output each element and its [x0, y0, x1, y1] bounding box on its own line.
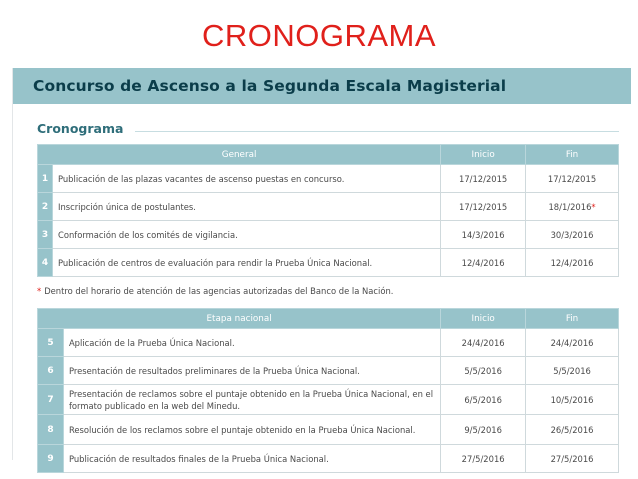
section-heading — [37, 121, 619, 136]
row-start-date: 24/4/2016 — [441, 329, 526, 357]
table-row — [38, 329, 619, 357]
end-date-value: 18/1/2016 — [548, 201, 592, 212]
table-row — [38, 249, 619, 277]
row-end-date: 26/5/2016 — [526, 415, 619, 445]
section-rule — [135, 131, 619, 132]
national-stage-table — [37, 308, 619, 473]
row-start-date: 9/5/2016 — [441, 415, 526, 445]
row-end-date: 17/12/2015 — [526, 165, 619, 193]
table-row — [38, 415, 619, 445]
banner-title: Concurso de Ascenso a la Segunda Escala Magisterial — [13, 68, 631, 104]
table-header-row — [38, 309, 619, 329]
table-row — [38, 221, 619, 249]
row-number: 2 — [38, 193, 53, 221]
table-row — [38, 445, 619, 473]
row-description: Presentación de resultados preliminares de la Prueba Única Nacional. — [63, 357, 440, 385]
row-number: 7 — [38, 385, 64, 415]
slide-title: CRONOGRAMA — [201, 18, 437, 53]
table-row — [38, 385, 619, 415]
section-title: Cronograma — [37, 121, 124, 136]
table-row — [38, 193, 619, 221]
schedule-panel — [12, 68, 630, 464]
row-number: 1 — [38, 165, 53, 193]
row-start-date: 12/4/2016 — [441, 249, 526, 277]
row-end-date: 10/5/2016 — [526, 385, 619, 415]
footnote-text: Dentro del horario de atención de las agencias autorizadas del Banco de la Nación. — [44, 286, 394, 296]
row-description: Inscripción única de postulantes. — [52, 193, 440, 221]
row-start-date: 14/3/2016 — [441, 221, 526, 249]
header-inicio: Inicio — [441, 145, 526, 165]
row-description: Resolución de los reclamos sobre el puntaje obtenido en la Prueba Única Nacional. — [63, 415, 440, 445]
row-start-date: 27/5/2016 — [441, 445, 526, 473]
row-end-date: 5/5/2016 — [526, 357, 619, 385]
row-end-date: 30/3/2016 — [526, 221, 619, 249]
row-description: Publicación de centros de evaluación para rendir la Prueba Única Nacional. — [52, 249, 440, 277]
row-number: 5 — [38, 329, 64, 357]
table-row — [38, 165, 619, 193]
row-end-date: 24/4/2016 — [526, 329, 619, 357]
row-description: Aplicación de la Prueba Única Nacional. — [63, 329, 440, 357]
footnote-asterisk: * — [37, 286, 42, 296]
row-start-date: 5/5/2016 — [441, 357, 526, 385]
row-number: 3 — [38, 221, 53, 249]
row-end-date — [526, 193, 619, 221]
row-number: 9 — [38, 445, 64, 473]
row-number: 8 — [38, 415, 64, 445]
header-etapa: Etapa nacional — [38, 309, 441, 329]
row-start-date: 6/5/2016 — [441, 385, 526, 415]
table-row — [38, 357, 619, 385]
row-end-date: 12/4/2016 — [526, 249, 619, 277]
table-header-row — [38, 145, 619, 165]
header-inicio: Inicio — [441, 309, 526, 329]
row-number: 4 — [38, 249, 53, 277]
row-start-date: 17/12/2015 — [441, 165, 526, 193]
footnote — [37, 286, 393, 296]
header-fin: Fin — [526, 309, 619, 329]
row-description: Publicación de resultados finales de la Prueba Única Nacional. — [63, 445, 440, 473]
header-fin: Fin — [526, 145, 619, 165]
row-description: Presentación de reclamos sobre el puntaje obtenido en la Prueba Única Nacional, en el formato publicado en la web del Minedu. — [63, 385, 440, 415]
row-description: Publicación de las plazas vacantes de ascenso puestas en concurso. — [52, 165, 440, 193]
row-end-date: 27/5/2016 — [526, 445, 619, 473]
row-description: Conformación de los comités de vigilancia. — [52, 221, 440, 249]
header-general: General — [38, 145, 441, 165]
row-start-date: 17/12/2015 — [441, 193, 526, 221]
row-number: 6 — [38, 357, 64, 385]
asterisk-mark: * — [591, 201, 596, 212]
general-schedule-table — [37, 144, 619, 277]
